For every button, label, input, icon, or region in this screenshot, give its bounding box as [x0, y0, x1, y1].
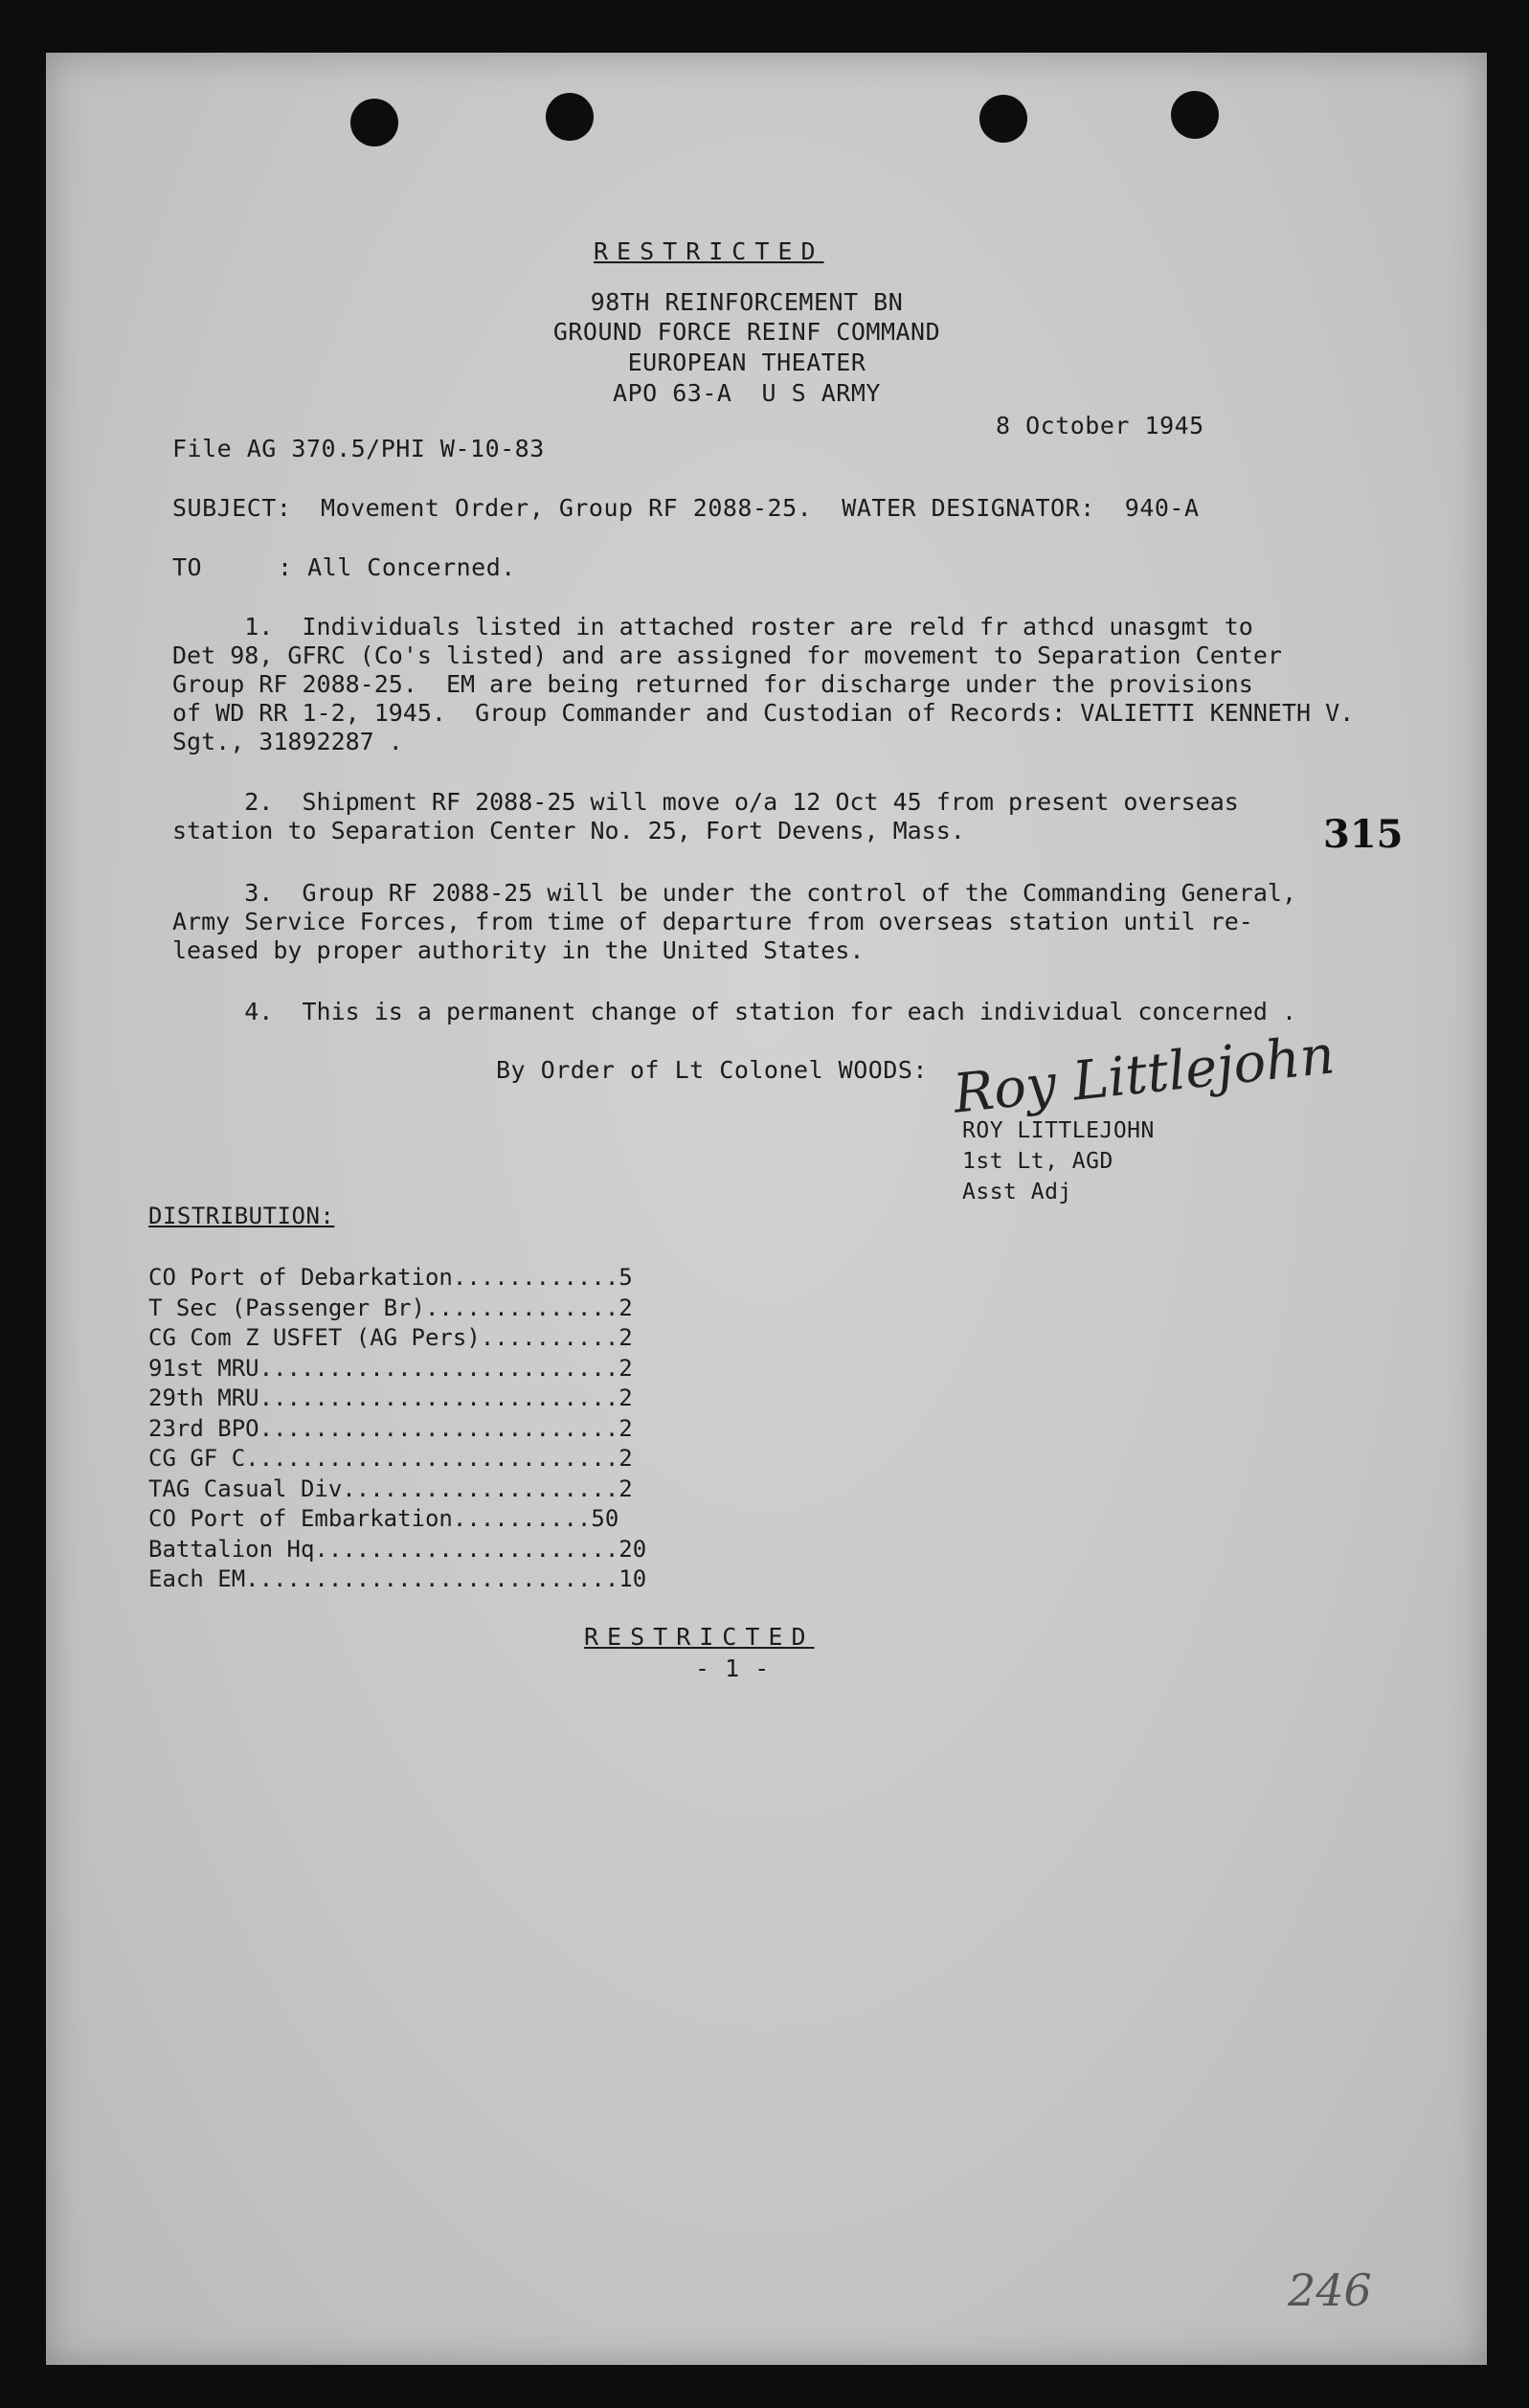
distribution-item: T Sec (Passenger Br) [148, 1294, 425, 1321]
punch-hole [350, 99, 398, 146]
distribution-item: 23rd BPO [148, 1414, 259, 1442]
unit-line-3: EUROPEAN THEATER [627, 349, 866, 376]
distribution-dots: .......... [452, 1505, 592, 1532]
file-reference: File AG 370.5/PHI W-10-83 [172, 435, 545, 462]
punch-hole [1171, 91, 1219, 139]
distribution-item: Battalion Hq [148, 1535, 315, 1563]
margin-number: 315 [1323, 812, 1404, 857]
to-label: TO [172, 553, 203, 581]
paragraph-2: 2. Shipment RF 2088-25 will move o/a 12 Oct 45 from present overseas station to Separation Center No. 25, Fort Devens, Mass. [172, 788, 1239, 844]
distribution-dots: ...................... [314, 1535, 619, 1563]
classification-bottom: RESTRICTED [584, 1623, 815, 1651]
distribution-item: TAG Casual Div [148, 1474, 343, 1502]
classification-top: RESTRICTED [594, 237, 824, 265]
distribution-row [148, 1264, 633, 1291]
distribution-dots: ........................... [245, 1565, 619, 1592]
distribution-dots: .......................... [259, 1414, 619, 1442]
distribution-count: 2 [618, 1294, 633, 1321]
distribution-item: Each EM [148, 1565, 246, 1592]
distribution-item: CO Port of Debarkation [148, 1264, 453, 1291]
distribution-count: 2 [618, 1445, 633, 1472]
distribution-count: 5 [618, 1264, 633, 1291]
distribution-item: 91st MRU [148, 1354, 259, 1382]
distribution-row [148, 1355, 633, 1382]
distribution-item: 29th MRU [148, 1384, 259, 1411]
distribution-count: 2 [618, 1354, 633, 1382]
distribution-row [148, 1536, 646, 1563]
paragraph-3: 3. Group RF 2088-25 will be under the control of the Commanding General, Army Service Forces, from time of departure from overseas station until re- leased by proper authority in the United States. [172, 879, 1296, 964]
distribution-dots: ........................... [245, 1445, 619, 1472]
signatory-title: Asst Adj [962, 1180, 1072, 1204]
distribution-item: CG Com Z USFET (AG Pers) [148, 1324, 481, 1351]
distribution-item: CG GF C [148, 1445, 246, 1472]
signatory-rank: 1st Lt, AGD [962, 1149, 1113, 1174]
distribution-dots: .................... [342, 1474, 619, 1502]
distribution-row [148, 1475, 633, 1502]
unit-line-4: APO 63-A U S ARMY [613, 379, 881, 407]
distribution-count: 2 [618, 1384, 633, 1411]
distribution-item: CO Port of Embarkation [148, 1505, 453, 1532]
punch-hole [546, 93, 594, 141]
unit-line-1: 98TH REINFORCEMENT BN [590, 288, 904, 316]
distribution-dots: .......................... [259, 1384, 619, 1411]
paragraph-4: 4. This is a permanent change of station for each individual concerned . [172, 998, 1296, 1025]
distribution-row [148, 1415, 633, 1442]
distribution-heading: DISTRIBUTION: [148, 1203, 335, 1229]
to-text: : All Concerned. [278, 553, 516, 581]
distribution-row [148, 1324, 633, 1351]
distribution-count: 10 [618, 1565, 647, 1592]
handwritten-signature: Roy Littlejohn [950, 1024, 1338, 1126]
distribution-count: 2 [618, 1474, 633, 1502]
handwritten-page-number: 246 [1288, 2264, 1372, 2316]
unit-line-2: GROUND FORCE REINF COMMAND [552, 318, 941, 346]
distribution-dots: .............. [424, 1294, 619, 1321]
distribution-count: 20 [618, 1535, 647, 1563]
distribution-row [148, 1565, 646, 1592]
punch-hole [979, 95, 1027, 143]
subject-text: Movement Order, Group RF 2088-25. WATER DESIGNATOR: 940-A [321, 494, 1200, 522]
distribution-count: 50 [591, 1505, 619, 1532]
distribution-count: 2 [618, 1414, 633, 1442]
distribution-row [148, 1445, 633, 1472]
document-date: 8 October 1945 [996, 412, 1204, 439]
distribution-count: 2 [618, 1324, 633, 1351]
distribution-row [148, 1505, 618, 1532]
distribution-row [148, 1384, 633, 1411]
signatory-name: ROY LITTLEJOHN [962, 1118, 1155, 1143]
distribution-dots: .......................... [259, 1354, 619, 1382]
distribution-dots: ............ [452, 1264, 619, 1291]
distribution-dots: .......... [480, 1324, 619, 1351]
paragraph-1: 1. Individuals listed in attached roster are reld fr athcd unasgmt to Det 98, GFRC (Co's listed) and are assigned for movement to Separation Center Group RF 2088-25. EM are being returned for discharge under the provisions of WD RR 1-2, 1945. Group Commander and Custodian of Records: VALIETTI KENNETH V. Sgt., 31892287 . [172, 613, 1355, 755]
page-number: - 1 - [695, 1654, 770, 1682]
subject-label: SUBJECT: [172, 494, 292, 522]
by-order-line: By Order of Lt Colonel WOODS: [496, 1056, 928, 1084]
distribution-row [148, 1294, 633, 1321]
